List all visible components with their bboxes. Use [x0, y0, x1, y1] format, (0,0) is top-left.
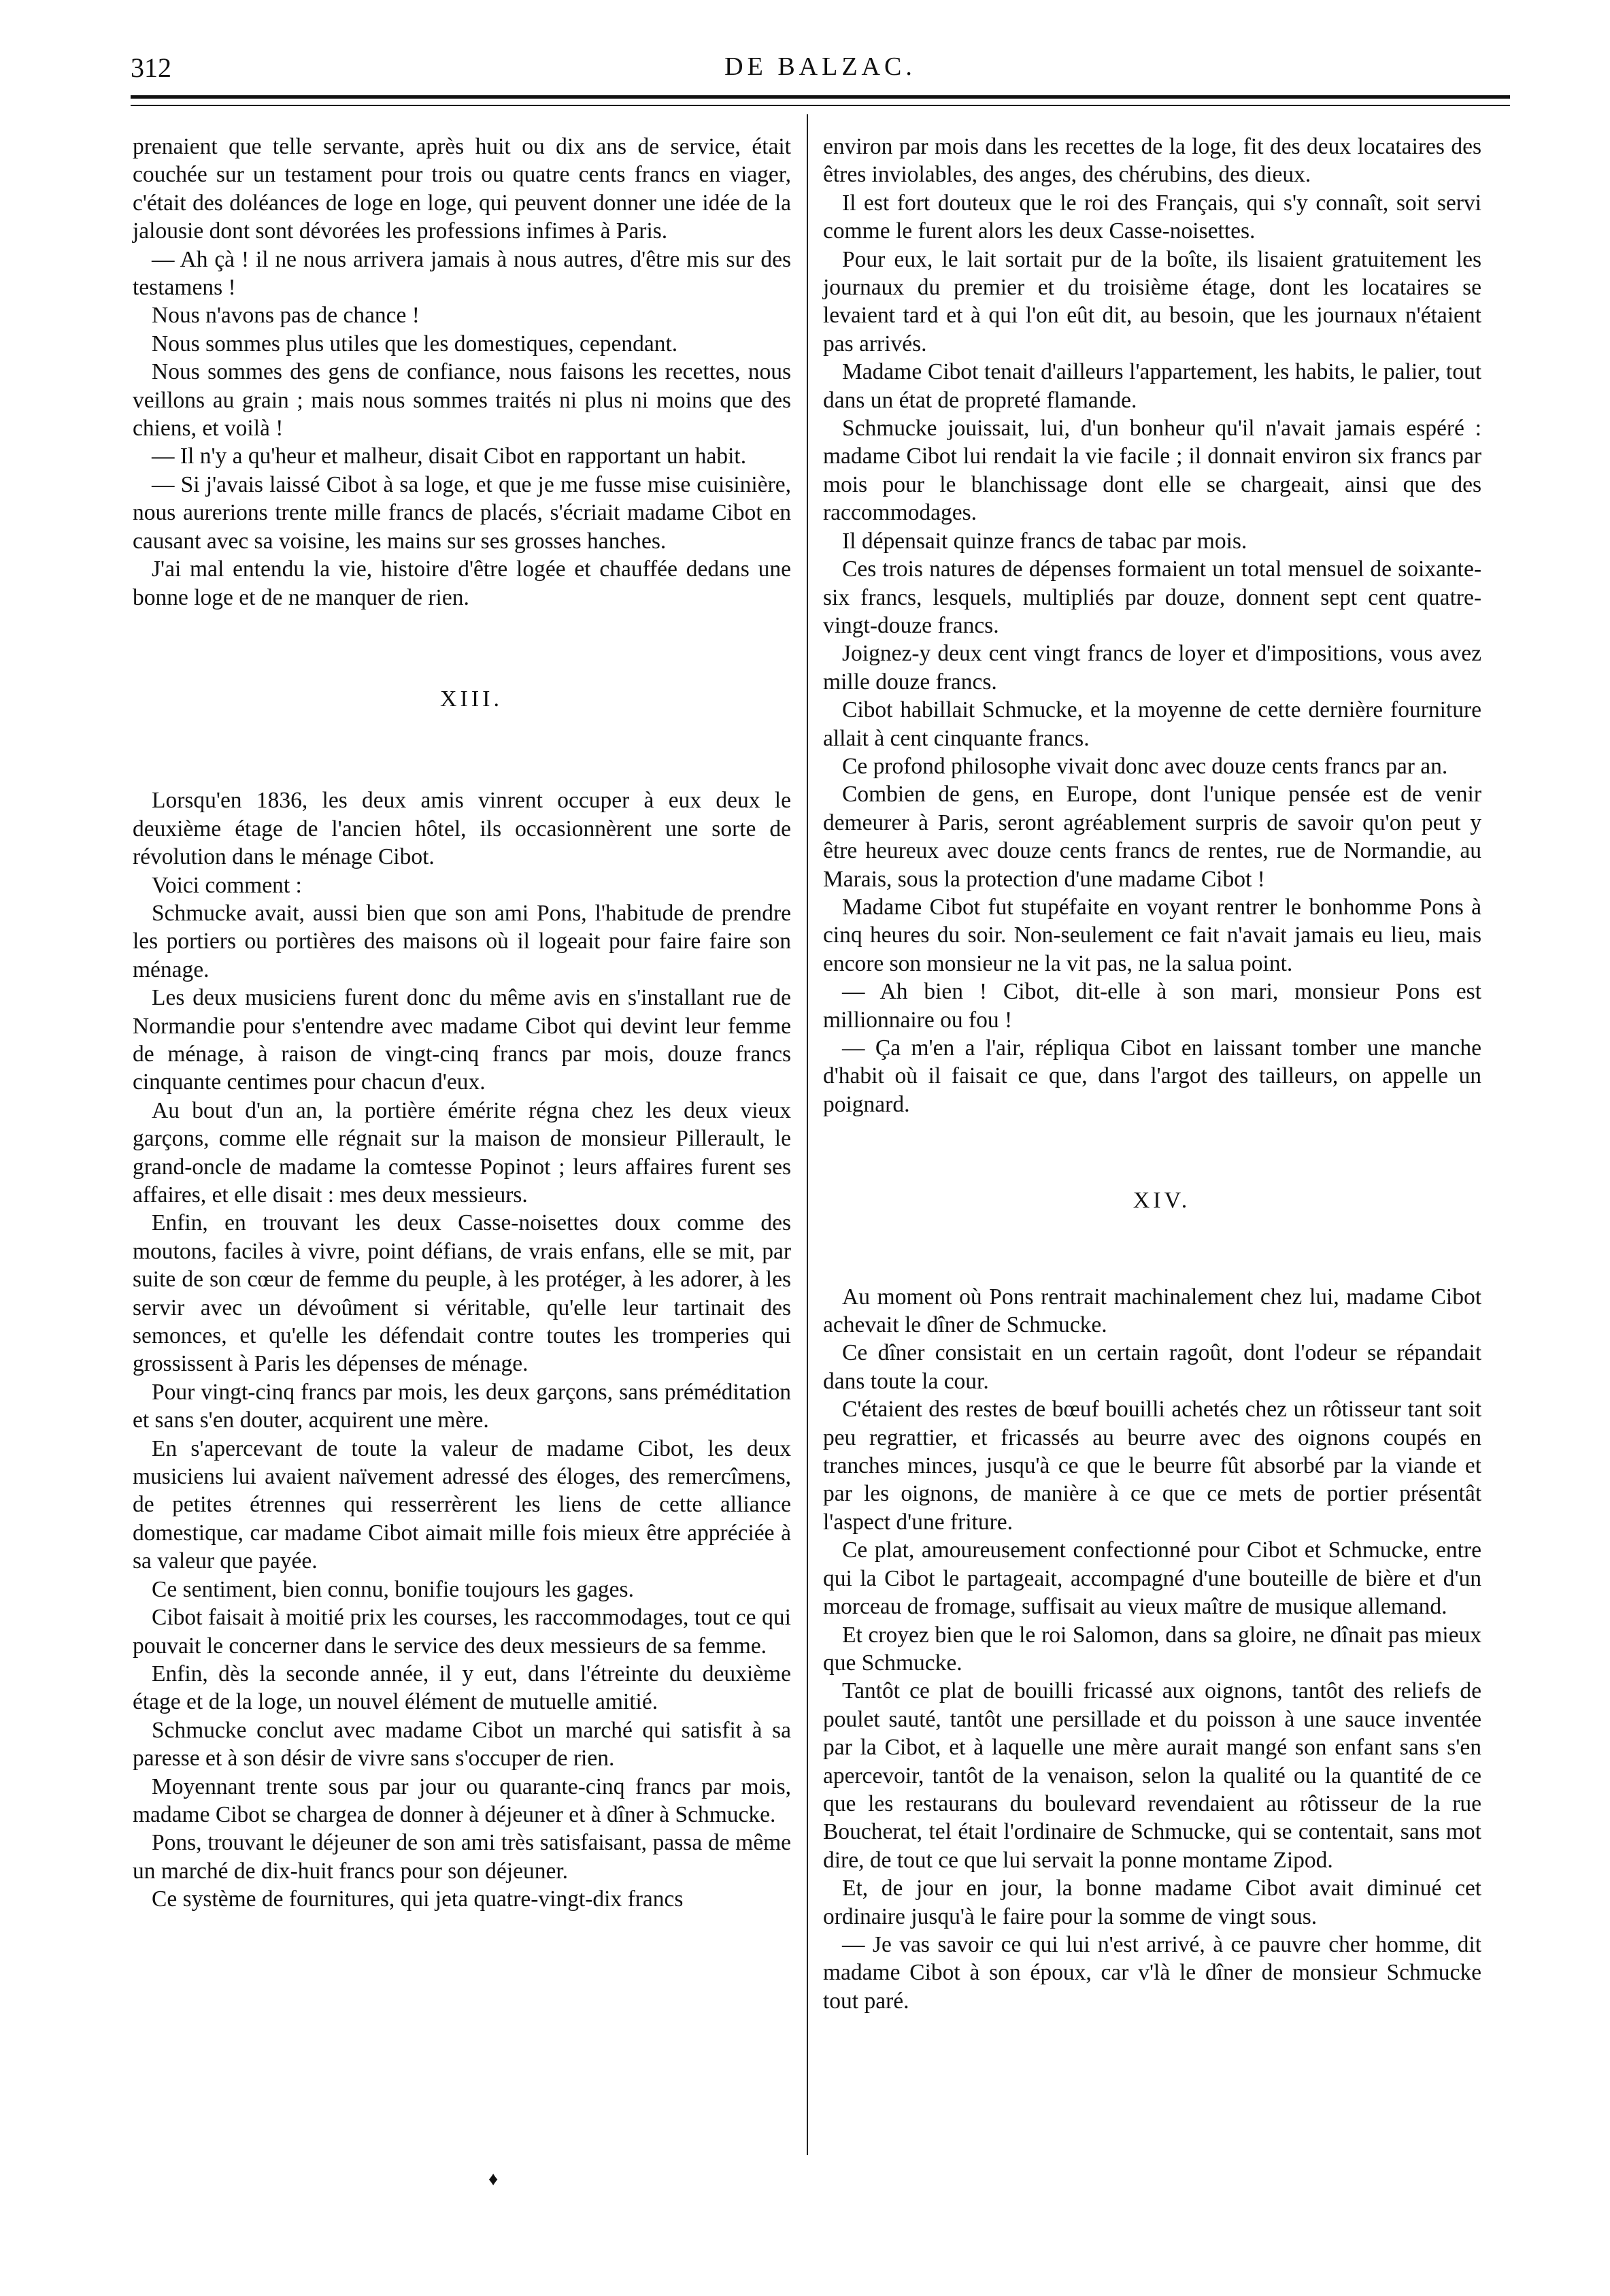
section-heading-xiv: XIV. [1133, 1188, 1191, 1214]
paragraph: Joignez-y deux cent vingt francs de loyer et d'impositions, vous avez mille douze francs. [823, 641, 1481, 695]
paragraph: Nous n'avons pas de chance ! [152, 303, 420, 329]
paragraph: Ce système de fournitures, qui jeta quatre-vingt-dix francs [152, 1886, 684, 1912]
paragraph: — Ça m'en a l'air, répliqua Cibot en laissant tomber une manche d'habit où il faisait ce que, dans l'argot des tailleurs, on appelle un poignard. [823, 1035, 1481, 1117]
paragraph: Au bout d'un an, la portière émérite régna chez les deux vieux garçons, comme elle régnait sur la maison de monsieur Pillerault, le grand-oncle de madame la comtesse Popinot ; leurs affaires furent ses affaires, et elle disait : mes deux messieurs. [133, 1097, 791, 1208]
column-divider [807, 114, 808, 2155]
paragraph: — Si j'avais laissé Cibot à sa loge, et que je me fusse mise cuisinière, nous aurerions trente mille francs de placés, s'écriait madame Cibot en causant avec sa voisine, les mains sur ses grosses hanches. [133, 471, 791, 554]
paragraph: Pour vingt-cinq francs par mois, les deux garçons, sans préméditation et sans s'en douter, acquirent une mère. [133, 1379, 791, 1433]
paragraph: — Je vas savoir ce qui lui n'est arrivé, à ce pauvre cher homme, dit madame Cibot à son époux, car v'là le dîner de monsieur Schmucke tout paré. [823, 1931, 1481, 2014]
paragraph: Il dépensait quinze francs de tabac par mois. [842, 528, 1247, 554]
paragraph: Ce sentiment, bien connu, bonifie toujours les gages. [152, 1576, 634, 1602]
paragraph: Madame Cibot fut stupéfaite en voyant rentrer le bonhomme Pons à cinq heures du soir. Non-seulement ce fait n'avait jamais eu lieu, mais encore son monsieur ne la vit pas, ne la salua point. [823, 894, 1481, 976]
paragraph: — Ah bien ! Cibot, dit-elle à son mari, monsieur Pons est millionnaire ou fou ! [823, 979, 1481, 1033]
running-title: DE BALZAC. [724, 52, 916, 81]
paragraph: Cibot habillait Schmucke, et la moyenne de cette dernière fourniture allait à cent cinquante francs. [823, 697, 1481, 751]
paragraph: Nous sommes des gens de confiance, nous faisons les recettes, nous veillons au grain ; mais nous sommes traités ni plus ni moins que des chiens, et voilà ! [133, 359, 791, 442]
paragraph: prenaient que telle servante, après huit ou dix ans de service, était couchée sur un testament pour trois ou quatre cents francs en viager, c'était des doléances de loge en loge, qui peuvent donner une idée de la jalousie dont sont dévorées les professions infimes à Paris. [133, 134, 791, 244]
paragraph: Cibot faisait à moitié prix les courses, les raccommodages, tout ce qui pouvait le concerner dans le service des deux messieurs de sa femme. [133, 1605, 791, 1659]
paragraph: — Ah çà ! il ne nous arrivera jamais à nous autres, d'être mis sur des testamens ! [133, 246, 791, 301]
header-rule-thick [131, 95, 1510, 99]
paragraph: Lorsqu'en 1836, les deux amis vinrent occuper à eux deux le deuxième étage de l'ancien hôtel, ils occasionnèrent une sorte de révolution dans le ménage Cibot. [133, 788, 791, 870]
header-rule-thin [131, 105, 1510, 106]
paragraph: Il est fort douteux que le roi des Français, qui s'y connaît, soit servi comme le furent alors les deux Casse-noisettes. [823, 190, 1481, 244]
paragraph: Madame Cibot tenait d'ailleurs l'appartement, les habits, le palier, tout dans un état de propreté flamande. [823, 359, 1481, 413]
right-column [823, 133, 1481, 2015]
paragraph: Tantôt ce plat de bouilli fricassé aux oignons, tantôt des reliefs de poulet sauté, tantôt une persillade et du poisson à une sauce inventée par la Cibot, et à laquelle une mère aurait mangé son enfant sans s'en apercevoir, tantôt de la venaison, selon la qualité ou la quantité de ce que les restaurans du boulevard revendaient au rôtisseur de la rue Boucherat, tel était l'ordinaire de Schmucke, qui se contentait, sans mot dire, de tout ce que lui servait la ponne montame Zipod. [823, 1678, 1481, 1873]
paragraph: Ce plat, amoureusement confectionné pour Cibot et Schmucke, entre qui la Cibot le partageait, accompagné d'une bouteille de bière et d'un morceau de fromage, suffisait au vieux maître de musique allemand. [823, 1537, 1481, 1620]
paragraph: Nous sommes plus utiles que les domestiques, cependant. [152, 331, 678, 356]
paragraph: Ce profond philosophe vivait donc avec douze cents francs par an. [842, 753, 1448, 779]
paragraph: Ce dîner consistait en un certain ragoût, dont l'odeur se répandait dans toute la cour. [823, 1340, 1481, 1394]
left-column [133, 133, 791, 1914]
paragraph: Pons, trouvant le déjeuner de son ami très satisfaisant, passa de même un marché de dix-huit francs pour son déjeuner. [133, 1830, 791, 1884]
paragraph: Au moment où Pons rentrait machinalement chez lui, madame Cibot achevait le dîner de Schmucke. [823, 1284, 1481, 1338]
paragraph: Enfin, en trouvant les deux Casse-noisettes doux comme des moutons, faciles à vivre, point défians, de vrais enfans, elle se mit, par suite de son cœur de femme du peuple, à les protéger, à les adorer, à les servir avec un dévoûment si véritable, qu'elle leur tartinait des semonces, et qu'elle les défendait contre toutes les tromperies qui grossissent à Paris les dépenses de ménage. [133, 1210, 791, 1377]
paragraph: Schmucke jouissait, lui, d'un bonheur qu'il n'avait jamais espéré : madame Cibot lui rendait la vie facile ; il donnait environ six francs par mois pour le blanchissage dont elle se chargeait, ainsi que des raccommodages. [823, 416, 1481, 526]
paragraph: C'étaient des restes de bœuf bouilli achetés chez un rôtisseur tant soit peu regrattier, et fricassés au beurre avec des oignons coupés en tranches minces, jusqu'à ce que le beurre fût absorbé par la viande et par les oignons, de manière à ce que ce mets de portier présentât l'aspect d'une friture. [823, 1397, 1481, 1535]
paragraph: Moyennant trente sous par jour ou quarante-cinq francs par mois, madame Cibot se chargea de donner à déjeuner et à dîner à Schmucke. [133, 1774, 791, 1827]
paragraph: J'ai mal entendu la vie, histoire d'être logée et chauffée dedans une bonne loge et de ne manquer de rien. [133, 556, 791, 610]
paragraph: Schmucke conclut avec madame Cibot un marché qui satisfit à sa paresse et à son désir de vivre sans s'occuper de rien. [133, 1717, 791, 1771]
paragraph: Pour eux, le lait sortait pur de la boîte, ils lisaient gratuitement les journaux du premier et du troisième étage, dont les locataires se levaient tard et à qui l'on eût dit, au besoin, que les journaux n'étaient pas arrivés. [823, 246, 1481, 356]
paragraph: Et, de jour en jour, la bonne madame Cibot avait diminué cet ordinaire jusqu'à le faire pour la somme de vingt sous. [823, 1876, 1481, 1929]
paragraph: environ par mois dans les recettes de la loge, fit des deux locataires des êtres inviolables, des anges, des chérubins, des dieux. [823, 134, 1481, 188]
paragraph: — Il n'y a qu'heur et malheur, disait Cibot en rapportant un habit. [152, 444, 747, 469]
paragraph: Les deux musiciens furent donc du même avis en s'installant rue de Normandie pour s'entendre avec madame Cibot qui devint leur femme de ménage, à raison de vingt-cinq francs par mois, douze francs cinquante centimes pour chacun d'eux. [133, 985, 791, 1095]
section-heading-xiii: XIII. [439, 686, 503, 712]
page-number: 312 [131, 52, 171, 83]
paragraph: Ces trois natures de dépenses formaient un total mensuel de soixante-six francs, lesquels, multipliés par douze, donnent sept cent quatre-vingt-douze francs. [823, 556, 1481, 638]
paragraph: Enfin, dès la seconde année, il y eut, dans l'étreinte du deuxième étage et de la loge, un nouvel élément de mutuelle amitié. [133, 1661, 791, 1715]
paragraph: En s'apercevant de toute la valeur de madame Cibot, les deux musiciens lui avaient naïvement adressé des éloges, des remercîmens, de petites étrennes qui resserrèrent les liens de cette alliance domestique, car madame Cibot aimait mille fois mieux être appréciée à sa valeur que payée. [133, 1435, 791, 1574]
paragraph: Schmucke avait, aussi bien que son ami Pons, l'habitude de prendre les portiers ou portières des maisons où il logeait pour faire faire son ménage. [133, 900, 791, 982]
paragraph: Voici comment : [152, 872, 302, 898]
footer-ornament: ♦ [488, 2169, 499, 2190]
paragraph: Combien de gens, en Europe, dont l'unique pensée est de venir demeurer à Paris, seront agréablement surpris de savoir qu'on peut y être heureux avec douze cents francs de rentes, rue de Normandie, au Marais, sous la protection d'une madame Cibot ! [823, 782, 1481, 892]
page-header [131, 39, 1510, 87]
paragraph: Et croyez bien que le roi Salomon, dans sa gloire, ne dînait pas mieux que Schmucke. [823, 1622, 1481, 1676]
